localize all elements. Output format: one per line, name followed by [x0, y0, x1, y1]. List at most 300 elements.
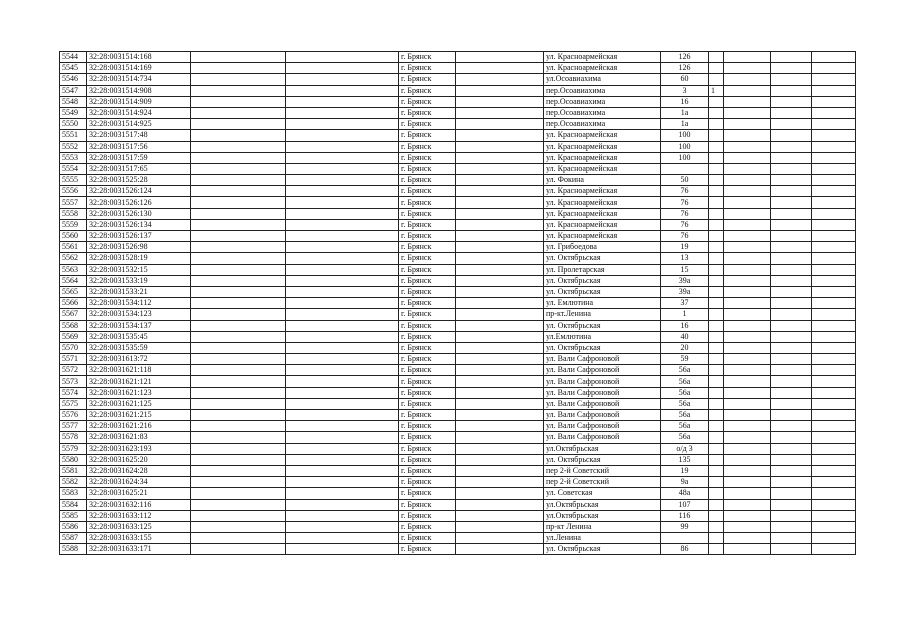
city-cell: г. Брянск	[399, 488, 456, 499]
street-cell: ул. Вали Сафроновой	[544, 432, 661, 443]
empty-cell	[812, 544, 856, 555]
empty-cell	[191, 398, 286, 409]
empty-cell	[812, 432, 856, 443]
street-cell: ул. Красноармейская	[544, 141, 661, 152]
street-cell: ул. Октябрьская	[544, 342, 661, 353]
extra-cell	[709, 376, 724, 387]
city-cell: г. Брянск	[399, 410, 456, 421]
city-cell: г. Брянск	[399, 107, 456, 118]
empty-cell	[724, 197, 771, 208]
city-cell: г. Брянск	[399, 454, 456, 465]
empty-cell	[771, 309, 812, 320]
street-cell: ул. Красноармейская	[544, 52, 661, 63]
city-cell: г. Брянск	[399, 510, 456, 521]
empty-cell	[812, 264, 856, 275]
empty-cell	[724, 85, 771, 96]
empty-cell	[286, 499, 399, 510]
table-row	[60, 186, 856, 197]
row-number-cell: 5545	[60, 63, 87, 74]
cadastral-number-cell: 32:28:0031526:134	[87, 219, 191, 230]
cadastral-number-cell: 32:28:0031514:924	[87, 107, 191, 118]
empty-cell	[191, 465, 286, 476]
empty-cell	[191, 175, 286, 186]
empty-cell	[771, 354, 812, 365]
empty-cell	[286, 298, 399, 309]
empty-cell	[724, 544, 771, 555]
city-cell: г. Брянск	[399, 398, 456, 409]
cadastral-number-cell: 32:28:0031517:59	[87, 152, 191, 163]
empty-cell	[456, 454, 544, 465]
street-cell: ул.Осоавиахима	[544, 74, 661, 85]
empty-cell	[771, 197, 812, 208]
extra-cell	[709, 521, 724, 532]
city-cell: г. Брянск	[399, 376, 456, 387]
empty-cell	[812, 163, 856, 174]
empty-cell	[286, 219, 399, 230]
house-number-cell	[661, 163, 709, 174]
empty-cell	[812, 119, 856, 130]
empty-cell	[771, 488, 812, 499]
table-row	[60, 398, 856, 409]
empty-cell	[286, 432, 399, 443]
extra-cell	[709, 219, 724, 230]
empty-cell	[771, 63, 812, 74]
city-cell: г. Брянск	[399, 331, 456, 342]
empty-cell	[771, 286, 812, 297]
empty-cell	[191, 96, 286, 107]
house-number-cell: 37	[661, 298, 709, 309]
extra-cell	[709, 253, 724, 264]
row-number-cell: 5547	[60, 85, 87, 96]
house-number-cell: 76	[661, 219, 709, 230]
house-number-cell: 76	[661, 231, 709, 242]
empty-cell	[812, 365, 856, 376]
cadastral-number-cell: 32:28:0031535:45	[87, 331, 191, 342]
street-cell: ул. Октябрьская	[544, 253, 661, 264]
empty-cell	[456, 432, 544, 443]
street-cell: ул.Ленина	[544, 533, 661, 544]
cadastral-number-cell: 32:28:0031621:118	[87, 365, 191, 376]
house-number-cell: 76	[661, 208, 709, 219]
table-row	[60, 275, 856, 286]
empty-cell	[812, 152, 856, 163]
empty-cell	[456, 365, 544, 376]
empty-cell	[191, 443, 286, 454]
empty-cell	[456, 197, 544, 208]
extra-cell	[709, 342, 724, 353]
empty-cell	[771, 52, 812, 63]
row-number-cell: 5558	[60, 208, 87, 219]
house-number-cell: 56а	[661, 432, 709, 443]
empty-cell	[286, 365, 399, 376]
empty-cell	[771, 331, 812, 342]
house-number-cell: 126	[661, 52, 709, 63]
empty-cell	[771, 454, 812, 465]
empty-cell	[724, 219, 771, 230]
empty-cell	[191, 264, 286, 275]
empty-cell	[286, 320, 399, 331]
empty-cell	[286, 354, 399, 365]
empty-cell	[771, 376, 812, 387]
house-number-cell: 15	[661, 264, 709, 275]
city-cell: г. Брянск	[399, 521, 456, 532]
empty-cell	[191, 242, 286, 253]
city-cell: г. Брянск	[399, 242, 456, 253]
empty-cell	[812, 74, 856, 85]
empty-cell	[812, 521, 856, 532]
empty-cell	[456, 286, 544, 297]
row-number-cell: 5553	[60, 152, 87, 163]
house-number-cell: 107	[661, 499, 709, 510]
table-row	[60, 510, 856, 521]
row-number-cell: 5555	[60, 175, 87, 186]
cadastral-number-cell: 32:28:0031526:124	[87, 186, 191, 197]
empty-cell	[771, 510, 812, 521]
city-cell: г. Брянск	[399, 74, 456, 85]
extra-cell	[709, 465, 724, 476]
cadastral-number-cell: 32:28:0031514:908	[87, 85, 191, 96]
house-number-cell: 56а	[661, 421, 709, 432]
empty-cell	[771, 465, 812, 476]
street-cell: ул. Вали Сафроновой	[544, 387, 661, 398]
row-number-cell: 5561	[60, 242, 87, 253]
city-cell: г. Брянск	[399, 85, 456, 96]
empty-cell	[286, 488, 399, 499]
extra-cell	[709, 163, 724, 174]
table-row	[60, 354, 856, 365]
row-number-cell: 5581	[60, 465, 87, 476]
table-row	[60, 499, 856, 510]
empty-cell	[771, 186, 812, 197]
street-cell: ул. Красноармейская	[544, 219, 661, 230]
empty-cell	[191, 275, 286, 286]
empty-cell	[286, 63, 399, 74]
city-cell: г. Брянск	[399, 432, 456, 443]
house-number-cell: 13	[661, 253, 709, 264]
empty-cell	[191, 152, 286, 163]
empty-cell	[812, 286, 856, 297]
row-number-cell: 5586	[60, 521, 87, 532]
empty-cell	[771, 130, 812, 141]
table-row	[60, 533, 856, 544]
row-number-cell: 5550	[60, 119, 87, 130]
empty-cell	[724, 141, 771, 152]
row-number-cell: 5573	[60, 376, 87, 387]
extra-cell	[709, 130, 724, 141]
empty-cell	[771, 242, 812, 253]
empty-cell	[456, 320, 544, 331]
empty-cell	[191, 320, 286, 331]
empty-cell	[724, 96, 771, 107]
table-row	[60, 63, 856, 74]
city-cell: г. Брянск	[399, 286, 456, 297]
empty-cell	[724, 376, 771, 387]
row-number-cell: 5556	[60, 186, 87, 197]
empty-cell	[191, 387, 286, 398]
extra-cell	[709, 231, 724, 242]
extra-cell	[709, 107, 724, 118]
table-row	[60, 521, 856, 532]
empty-cell	[456, 342, 544, 353]
city-cell: г. Брянск	[399, 130, 456, 141]
empty-cell	[456, 253, 544, 264]
empty-cell	[286, 141, 399, 152]
empty-cell	[771, 365, 812, 376]
row-number-cell: 5580	[60, 454, 87, 465]
empty-cell	[724, 320, 771, 331]
empty-cell	[771, 421, 812, 432]
table-row	[60, 488, 856, 499]
street-cell: ул. Советская	[544, 488, 661, 499]
street-cell: пр-кт Ленина	[544, 521, 661, 532]
empty-cell	[812, 499, 856, 510]
house-number-cell: 126	[661, 63, 709, 74]
empty-cell	[456, 309, 544, 320]
cadastral-table	[59, 51, 856, 555]
empty-cell	[456, 410, 544, 421]
table-row	[60, 454, 856, 465]
house-number-cell: 86	[661, 544, 709, 555]
house-number-cell: 99	[661, 521, 709, 532]
row-number-cell: 5563	[60, 264, 87, 275]
city-cell: г. Брянск	[399, 477, 456, 488]
empty-cell	[724, 533, 771, 544]
extra-cell	[709, 432, 724, 443]
empty-cell	[286, 331, 399, 342]
row-number-cell: 5565	[60, 286, 87, 297]
cadastral-number-cell: 32:28:0031514:925	[87, 119, 191, 130]
extra-cell	[709, 74, 724, 85]
extra-cell	[709, 275, 724, 286]
empty-cell	[724, 387, 771, 398]
cadastral-number-cell: 32:28:0031621:83	[87, 432, 191, 443]
empty-cell	[286, 410, 399, 421]
empty-cell	[812, 510, 856, 521]
empty-cell	[191, 286, 286, 297]
empty-cell	[191, 208, 286, 219]
row-number-cell: 5579	[60, 443, 87, 454]
empty-cell	[812, 186, 856, 197]
extra-cell	[709, 365, 724, 376]
empty-cell	[812, 208, 856, 219]
empty-cell	[286, 175, 399, 186]
empty-cell	[456, 74, 544, 85]
row-number-cell: 5588	[60, 544, 87, 555]
empty-cell	[724, 275, 771, 286]
empty-cell	[812, 298, 856, 309]
empty-cell	[812, 454, 856, 465]
house-number-cell: 1а	[661, 107, 709, 118]
empty-cell	[456, 275, 544, 286]
empty-cell	[191, 63, 286, 74]
empty-cell	[191, 52, 286, 63]
empty-cell	[771, 85, 812, 96]
street-cell: пер.Осоавиахима	[544, 119, 661, 130]
cadastral-number-cell: 32:28:0031526:130	[87, 208, 191, 219]
extra-cell: 1	[709, 85, 724, 96]
row-number-cell: 5583	[60, 488, 87, 499]
empty-cell	[812, 275, 856, 286]
empty-cell	[456, 488, 544, 499]
cadastral-number-cell: 32:28:0031528:19	[87, 253, 191, 264]
empty-cell	[771, 208, 812, 219]
cadastral-number-cell: 32:28:0031633:125	[87, 521, 191, 532]
street-cell: ул. Красноармейская	[544, 231, 661, 242]
extra-cell	[709, 175, 724, 186]
city-cell: г. Брянск	[399, 365, 456, 376]
extra-cell	[709, 298, 724, 309]
empty-cell	[456, 119, 544, 130]
empty-cell	[771, 253, 812, 264]
empty-cell	[456, 533, 544, 544]
row-number-cell: 5572	[60, 365, 87, 376]
empty-cell	[456, 141, 544, 152]
empty-cell	[771, 163, 812, 174]
empty-cell	[724, 342, 771, 353]
empty-cell	[771, 231, 812, 242]
empty-cell	[191, 186, 286, 197]
empty-cell	[812, 96, 856, 107]
empty-cell	[724, 499, 771, 510]
empty-cell	[724, 421, 771, 432]
extra-cell	[709, 63, 724, 74]
city-cell: г. Брянск	[399, 421, 456, 432]
row-number-cell: 5570	[60, 342, 87, 353]
empty-cell	[286, 163, 399, 174]
empty-cell	[771, 175, 812, 186]
empty-cell	[191, 488, 286, 499]
house-number-cell: 116	[661, 510, 709, 521]
house-number-cell: 20	[661, 342, 709, 353]
row-number-cell: 5554	[60, 163, 87, 174]
house-number-cell: 3	[661, 85, 709, 96]
empty-cell	[286, 242, 399, 253]
city-cell: г. Брянск	[399, 387, 456, 398]
extra-cell	[709, 410, 724, 421]
empty-cell	[191, 309, 286, 320]
table-row	[60, 242, 856, 253]
row-number-cell: 5544	[60, 52, 87, 63]
empty-cell	[812, 141, 856, 152]
street-cell: ул.Емлютина	[544, 331, 661, 342]
cadastral-number-cell: 32:28:0031625:20	[87, 454, 191, 465]
street-cell: ул. Пролетарская	[544, 264, 661, 275]
table-row	[60, 52, 856, 63]
empty-cell	[191, 421, 286, 432]
cadastral-number-cell: 32:28:0031517:65	[87, 163, 191, 174]
empty-cell	[191, 354, 286, 365]
house-number-cell: 19	[661, 242, 709, 253]
city-cell: г. Брянск	[399, 208, 456, 219]
empty-cell	[456, 421, 544, 432]
empty-cell	[286, 275, 399, 286]
empty-cell	[771, 432, 812, 443]
empty-cell	[812, 376, 856, 387]
row-number-cell: 5571	[60, 354, 87, 365]
empty-cell	[724, 52, 771, 63]
row-number-cell: 5578	[60, 432, 87, 443]
house-number-cell: 59	[661, 354, 709, 365]
cadastral-number-cell: 32:28:0031632:116	[87, 499, 191, 510]
empty-cell	[771, 320, 812, 331]
street-cell: ул. Фокина	[544, 175, 661, 186]
city-cell: г. Брянск	[399, 63, 456, 74]
table-row	[60, 331, 856, 342]
empty-cell	[724, 74, 771, 85]
street-cell: ул. Вали Сафроновой	[544, 410, 661, 421]
extra-cell	[709, 387, 724, 398]
table-row	[60, 465, 856, 476]
street-cell: ул. Октябрьская	[544, 275, 661, 286]
empty-cell	[724, 264, 771, 275]
empty-cell	[456, 231, 544, 242]
city-cell: г. Брянск	[399, 152, 456, 163]
empty-cell	[286, 421, 399, 432]
cadastral-number-cell: 32:28:0031517:56	[87, 141, 191, 152]
empty-cell	[191, 376, 286, 387]
empty-cell	[812, 342, 856, 353]
table-row	[60, 342, 856, 353]
table-row	[60, 107, 856, 118]
table-row	[60, 197, 856, 208]
empty-cell	[286, 152, 399, 163]
empty-cell	[191, 253, 286, 264]
empty-cell	[456, 510, 544, 521]
empty-cell	[456, 130, 544, 141]
extra-cell	[709, 544, 724, 555]
city-cell: г. Брянск	[399, 533, 456, 544]
city-cell: г. Брянск	[399, 253, 456, 264]
cadastral-number-cell: 32:28:0031534:112	[87, 298, 191, 309]
street-cell: ул. Красноармейская	[544, 130, 661, 141]
empty-cell	[191, 477, 286, 488]
extra-cell	[709, 264, 724, 275]
empty-cell	[191, 119, 286, 130]
extra-cell	[709, 320, 724, 331]
empty-cell	[286, 398, 399, 409]
house-number-cell: 39а	[661, 286, 709, 297]
empty-cell	[191, 85, 286, 96]
empty-cell	[724, 354, 771, 365]
cadastral-number-cell: 32:28:0031514:909	[87, 96, 191, 107]
city-cell: г. Брянск	[399, 342, 456, 353]
empty-cell	[456, 499, 544, 510]
cadastral-number-cell: 32:28:0031621:216	[87, 421, 191, 432]
street-cell: ул.Октябрьская	[544, 510, 661, 521]
table-row	[60, 387, 856, 398]
empty-cell	[286, 231, 399, 242]
empty-cell	[771, 119, 812, 130]
empty-cell	[191, 521, 286, 532]
house-number-cell: 50	[661, 175, 709, 186]
empty-cell	[724, 242, 771, 253]
empty-cell	[812, 52, 856, 63]
row-number-cell: 5551	[60, 130, 87, 141]
empty-cell	[812, 253, 856, 264]
city-cell: г. Брянск	[399, 175, 456, 186]
empty-cell	[456, 376, 544, 387]
street-cell: ул. Вали Сафроновой	[544, 421, 661, 432]
table-row	[60, 119, 856, 130]
empty-cell	[724, 510, 771, 521]
city-cell: г. Брянск	[399, 264, 456, 275]
empty-cell	[771, 275, 812, 286]
house-number-cell: 56а	[661, 387, 709, 398]
table-row	[60, 376, 856, 387]
house-number-cell: 76	[661, 197, 709, 208]
empty-cell	[456, 477, 544, 488]
empty-cell	[724, 107, 771, 118]
